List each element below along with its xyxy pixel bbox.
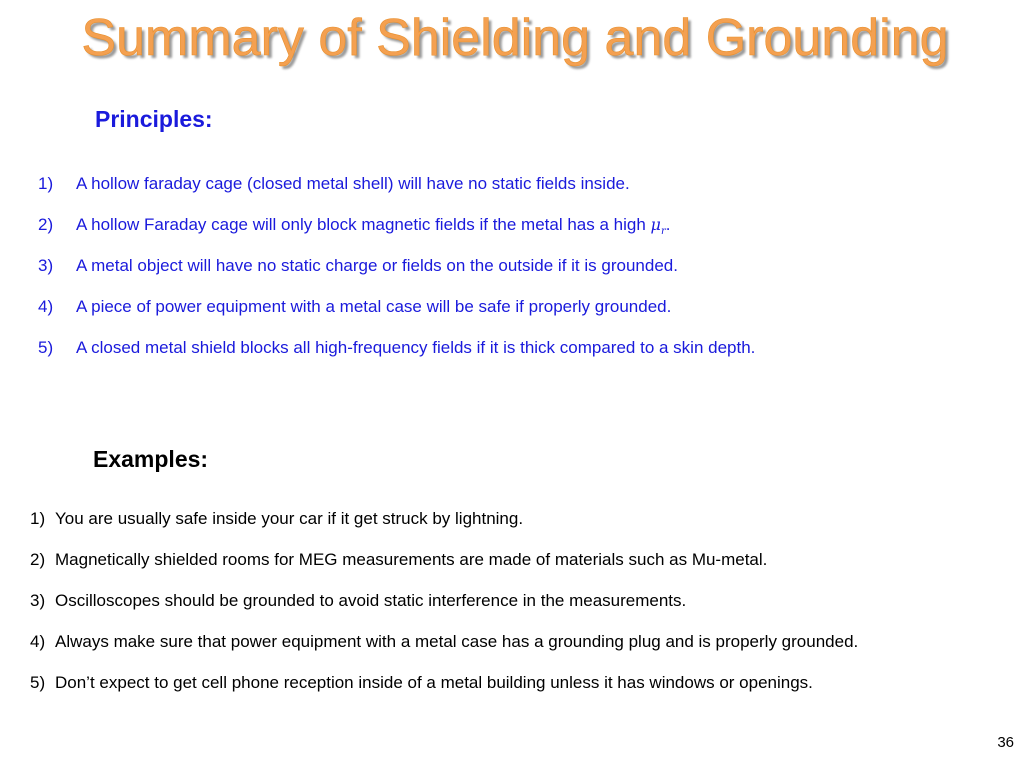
example-item-5 bbox=[30, 673, 813, 693]
example-text: You are usually safe inside your car if it get struck by lightning. bbox=[55, 509, 524, 528]
principle-text: A closed metal shield blocks all high-frequency fields if it is thick compared to a skin depth. bbox=[76, 338, 756, 357]
principle-number: 3) bbox=[38, 256, 54, 275]
mu-r-symbol bbox=[650, 215, 666, 238]
principle-suffix: . bbox=[665, 215, 671, 234]
page-number: 36 bbox=[997, 734, 1014, 751]
mu-symbol: μ bbox=[650, 215, 661, 234]
example-text: Magnetically shielded rooms for MEG measurements are made of materials such as Mu-metal. bbox=[55, 550, 768, 569]
principle-text: A metal object will have no static charge or fields on the outside if it is grounded. bbox=[76, 256, 678, 275]
principle-item-1 bbox=[38, 174, 630, 194]
principles-heading: Principles: bbox=[95, 106, 213, 132]
mu-subscript: r bbox=[660, 226, 666, 238]
example-text: Oscilloscopes should be grounded to avoid static interference in the measurements. bbox=[55, 591, 687, 610]
example-number: 1) bbox=[30, 509, 46, 528]
principle-item-3 bbox=[38, 256, 678, 276]
example-number: 5) bbox=[30, 673, 46, 692]
principle-text: A hollow Faraday cage will only block magnetic fields if the metal has a high bbox=[76, 215, 651, 234]
example-number: 2) bbox=[30, 550, 46, 569]
examples-heading: Examples: bbox=[93, 446, 209, 472]
example-text: Don’t expect to get cell phone reception inside of a metal building unless it has windows or openings. bbox=[55, 673, 813, 692]
principle-number: 5) bbox=[38, 338, 54, 357]
example-number: 4) bbox=[30, 632, 46, 651]
principle-item-4 bbox=[38, 297, 671, 317]
principle-text: A hollow faraday cage (closed metal shell) will have no static fields inside. bbox=[76, 174, 630, 193]
principle-number: 1) bbox=[38, 174, 54, 193]
example-number: 3) bbox=[30, 591, 46, 610]
example-text: Always make sure that power equipment with a metal case has a grounding plug and is properly grounded. bbox=[55, 632, 859, 651]
example-item-2 bbox=[30, 550, 767, 570]
slide-title: Summary of Shielding and Grounding bbox=[81, 9, 949, 67]
principle-item-5 bbox=[38, 338, 755, 358]
principle-number: 4) bbox=[38, 297, 54, 316]
example-item-4 bbox=[30, 632, 858, 652]
principle-item-2 bbox=[38, 215, 670, 237]
principle-text: A piece of power equipment with a metal case will be safe if properly grounded. bbox=[76, 297, 672, 316]
example-item-3 bbox=[30, 591, 686, 611]
principle-number: 2) bbox=[38, 215, 54, 234]
example-item-1 bbox=[30, 509, 523, 529]
